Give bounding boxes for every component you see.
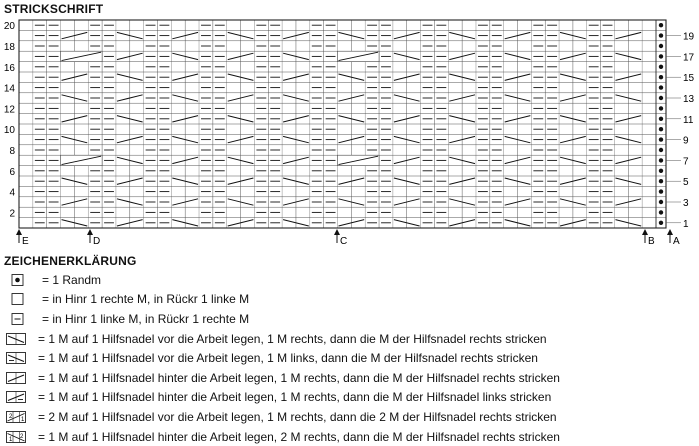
edge-stitch-dot xyxy=(659,148,663,152)
row-number-right: 7 xyxy=(683,156,689,168)
legend-text: = 1 Randm xyxy=(42,272,102,287)
row-number-left: 4 xyxy=(9,187,15,199)
legend-text: = 1 M auf 1 Hilfsnadel hinter die Arbeit legen, 2 M rechts, dann die M der Hilfsnadel rechts stricken xyxy=(38,429,560,444)
cable-mark: 1 xyxy=(21,416,25,423)
chart-title: STRICKSCHRIFT xyxy=(4,2,104,16)
row-number-left: 12 xyxy=(3,104,15,116)
legend-item-purl xyxy=(6,309,696,329)
row-number-right: 15 xyxy=(683,73,695,85)
dash-box-icon xyxy=(10,313,26,325)
marker-arrow xyxy=(667,229,673,235)
cross-left-purl-icon xyxy=(6,391,26,403)
legend-item-cross-left xyxy=(6,368,696,388)
edge-stitch-dot xyxy=(659,200,663,204)
repeat-markers xyxy=(16,229,680,247)
marker-label: C xyxy=(340,236,348,247)
legend-item-cable-2-1 xyxy=(6,407,696,427)
edge-dot-icon xyxy=(10,274,26,286)
legend-text: = 1 M auf 1 Hilfsnadel vor die Arbeit legen, 1 M rechts, dann die M der Hilfsnadel rechts stricken xyxy=(38,331,547,346)
row-number-right: 19 xyxy=(683,31,695,43)
cable-2-over-1-icon xyxy=(6,411,26,423)
edge-stitch-dot xyxy=(659,117,663,121)
edge-stitch-dot xyxy=(659,44,663,48)
row-number-left: 10 xyxy=(3,125,15,137)
row-number-right: 13 xyxy=(683,94,695,105)
edge-stitch-dot xyxy=(659,189,663,193)
marker-arrow xyxy=(16,229,22,235)
row-number-left: 16 xyxy=(3,62,15,74)
edge-stitch-dot xyxy=(659,137,663,141)
edge-stitch-dot xyxy=(659,75,663,79)
row-number-left: 8 xyxy=(9,146,15,157)
row-number-left: 18 xyxy=(3,42,15,53)
cable-mark: 1 xyxy=(9,436,13,443)
legend-item-cable-1-2 xyxy=(6,427,696,446)
row-number-right: 9 xyxy=(683,135,689,147)
cross-left-icon xyxy=(6,372,26,384)
marker-arrow xyxy=(642,229,648,235)
edge-stitch-dot xyxy=(659,127,663,131)
row-number-left: 2 xyxy=(9,208,15,220)
cable-mark: 2 xyxy=(9,413,13,420)
row-numbers-left xyxy=(4,21,16,219)
legend-text: = in Hinr 1 linke M, in Rückr 1 rechte M xyxy=(42,311,250,326)
marker-label: D xyxy=(93,236,101,247)
edge-stitch-dot xyxy=(659,54,663,58)
marker-arrow xyxy=(87,229,93,235)
row-number-right: 11 xyxy=(683,114,694,126)
edge-stitch-dot xyxy=(659,96,663,100)
edge-stitch-dot xyxy=(659,23,663,27)
cable-mark: 2 xyxy=(20,433,24,440)
marker-label: A xyxy=(673,236,680,247)
legend-text: = 1 M auf 1 Hilfsnadel hinter die Arbeit legen, 1 M rechts, dann die M der Hilfsnadel rechts stricken xyxy=(38,370,560,385)
legend-title: ZEICHENERKLÄRUNG xyxy=(4,254,137,268)
marker-label: E xyxy=(22,236,29,247)
row-number-right: 3 xyxy=(683,198,689,209)
row-number-left: 20 xyxy=(3,21,15,33)
row-number-right: 1 xyxy=(683,218,689,230)
legend-item-cross-right xyxy=(6,329,696,349)
cross-right-purl-icon xyxy=(6,352,26,364)
legend-text: = 1 M auf 1 Hilfsnadel hinter die Arbeit legen, 1 M rechts, dann die M der Hilfsnadel links stricken xyxy=(38,390,552,405)
edge-stitch-dot xyxy=(659,179,663,183)
edge-stitch-dot xyxy=(659,158,663,162)
edge-stitch-dot xyxy=(659,221,663,225)
cross-right-icon xyxy=(6,333,26,345)
edge-stitch-dot xyxy=(659,33,663,37)
chart-symbols xyxy=(35,23,663,226)
legend-text: = 2 M auf 1 Hilfsnadel vor die Arbeit legen, 1 M rechts, dann die 2 M der Hilfsnadel rechts stricken xyxy=(38,409,557,424)
legend-text: = 1 M auf 1 Hilfsnadel vor die Arbeit legen, 1 M links, dann die M der Hilfsnadel rechts stricken xyxy=(38,351,538,366)
marker-label: B xyxy=(648,236,655,247)
legend-item-cross-right-purl xyxy=(6,348,696,368)
legend-item-cross-left-purl xyxy=(6,388,696,408)
row-number-left: 14 xyxy=(3,83,15,95)
row-number-left: 6 xyxy=(9,166,15,178)
empty-box-icon xyxy=(10,293,26,305)
row-numbers-right xyxy=(666,32,695,230)
row-number-right: 17 xyxy=(683,52,695,64)
edge-stitch-dot xyxy=(659,106,663,110)
legend-item-edge-stitch xyxy=(6,270,696,290)
edge-stitch-dot xyxy=(659,169,663,173)
row-number-right: 5 xyxy=(683,177,689,189)
legend-text: = in Hinr 1 rechte M, in Rückr 1 linke M xyxy=(42,292,250,307)
legend-item-knit xyxy=(6,290,696,310)
edge-stitch-dot xyxy=(659,210,663,214)
edge-stitch-dot xyxy=(659,65,663,69)
legend-list xyxy=(6,270,696,446)
marker-arrow xyxy=(334,229,340,235)
edge-stitch-dot xyxy=(659,85,663,89)
